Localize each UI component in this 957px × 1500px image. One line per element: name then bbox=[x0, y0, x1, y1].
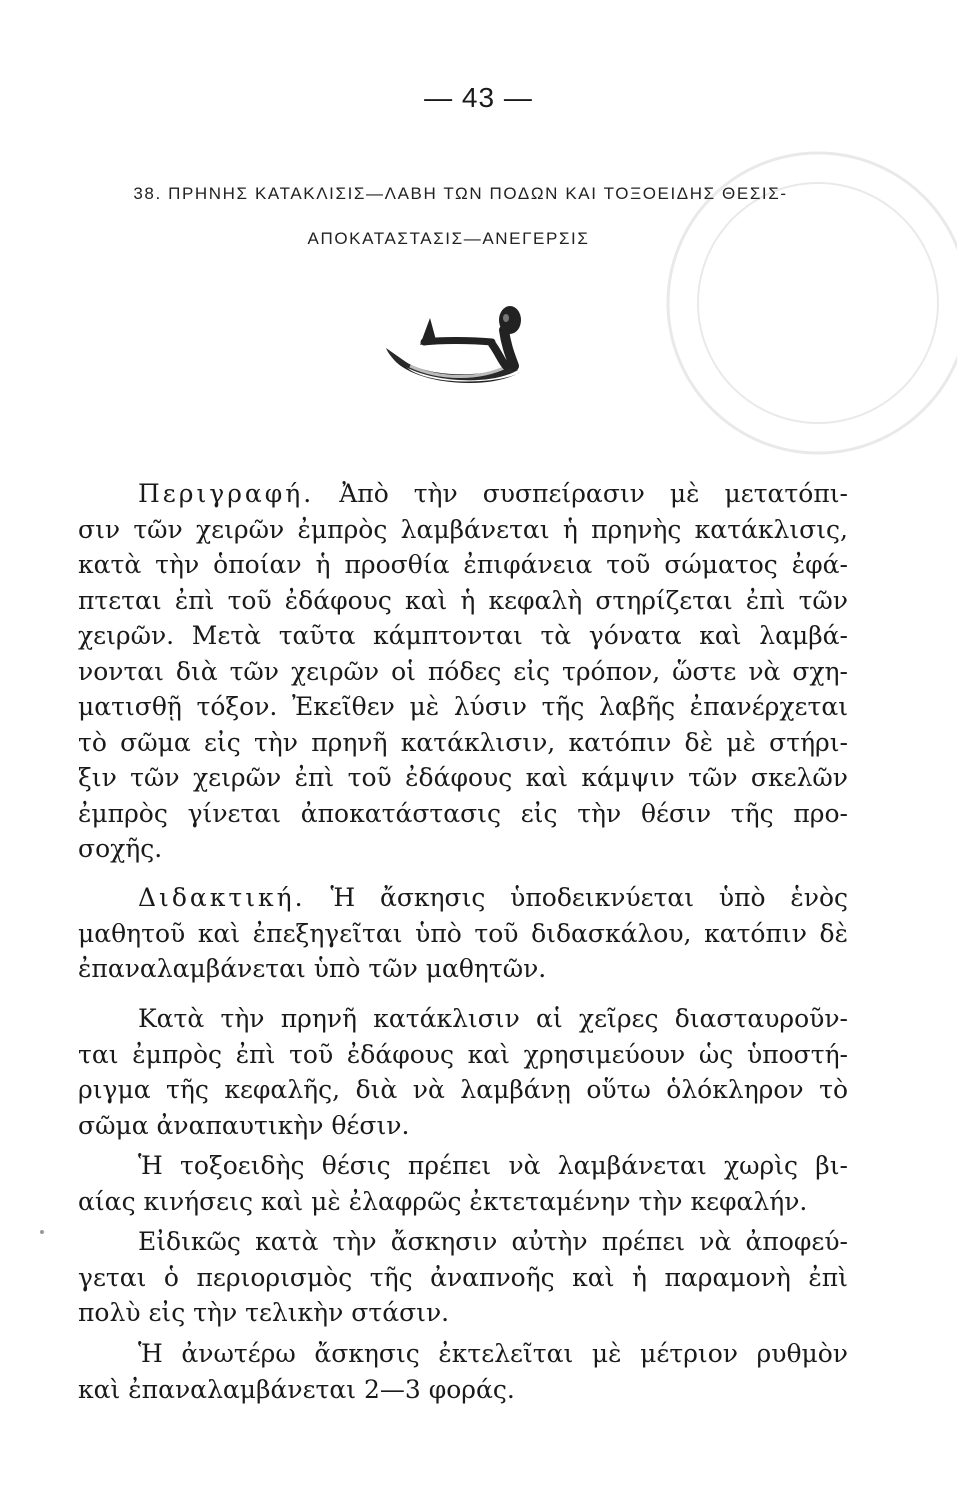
page-number: — 43 — bbox=[424, 82, 533, 113]
text-line: χειρῶν. Μετὰ ταῦτα κάμπτονται τὰ γόνατα καὶ λαμβά- bbox=[78, 621, 848, 650]
text-line: ματισθῇ τόξον. Ἐκεῖθεν μὲ λύσιν τῆς λαβῆς ἐπανέρχεται bbox=[78, 692, 848, 721]
paragraph-3 bbox=[78, 1001, 848, 1143]
text-line: ἐμπρὸς γίνεται ἀποκατάστασις εἰς τὴν θέσιν τῆς προ- bbox=[78, 798, 848, 828]
text-line: γεται ὁ περιορισμὸς τῆς ἀναπνοῆς καὶ ἡ παραμονὴ ἐπὶ bbox=[78, 1262, 848, 1292]
text-line: ἐπαναλαμβάνεται ὑπὸ τῶν μαθητῶν. bbox=[78, 954, 547, 983]
text-line: ται ἐμπρὸς ἐπὶ τοῦ ἐδάφους καὶ χρησιμεύουν ὡς ὑποστή- bbox=[78, 1039, 848, 1069]
text-line: σοχῆς. bbox=[78, 834, 163, 863]
text-line: Διδακτική. Ἡ ἄσκησις ὑποδεικνύεται ὑπὸ ἑνὸς bbox=[138, 883, 848, 912]
description-paragraph bbox=[78, 476, 848, 867]
bow-pose-illustration bbox=[380, 300, 530, 400]
text-line: σῶμα ἀναπαυτικὴν θέσιν. bbox=[78, 1110, 410, 1140]
text-line: πολὺ εἰς τὴν τελικὴν στάσιν. bbox=[78, 1298, 450, 1327]
margin-dot bbox=[40, 1230, 44, 1234]
exercise-heading-line-2: ΑΠΟΚΑΤΑΣΤΑΣΙΣ—ΑΝΕΓΕΡΣΙΣ bbox=[307, 229, 590, 248]
text-line: κατὰ τὴν ὁποίαν ἡ προσθία ἐπιφάνεια τοῦ σώματος ἐφά- bbox=[78, 550, 848, 579]
didactic-paragraph bbox=[78, 880, 848, 987]
library-stamp bbox=[648, 138, 957, 468]
text-line: Εἰδικῶς κατὰ τὴν ἄσκησιν αὐτὴν πρέπει νὰ ἀποφεύ- bbox=[138, 1227, 848, 1256]
text-line: καὶ ἐπαναλαμβάνεται 2—3 φοράς. bbox=[78, 1374, 515, 1404]
paragraph-5 bbox=[78, 1224, 848, 1331]
text-line: Περιγραφή. Ἀπὸ τὴν συσπείρασιν μὲ μετατόπι- bbox=[138, 479, 848, 508]
text-line: αίας κινήσεις καὶ μὲ ἐλαφρῶς ἐκτεταμένην τὴν κεφαλήν. bbox=[78, 1186, 808, 1216]
exercise-heading-line-1: 38. ΠΡΗΝΗΣ ΚΑΤΑΚΛΙΣΙΣ—ΛΑΒΗ ΤΩΝ ΠΟΔΩΝ ΚΑΙ ΤΟΞΟΕΙΔΗΣ ΘΕΣΙΣ- bbox=[133, 184, 788, 203]
description-label: Περιγραφή. bbox=[138, 479, 315, 508]
text-line: μαθητοῦ καὶ ἐπεξηγεῖται ὑπὸ τοῦ διδασκάλου, κατόπιν δὲ bbox=[78, 918, 848, 948]
text-line: πτεται ἐπὶ τοῦ ἐδάφους καὶ ἡ κεφαλὴ στηρίζεται ἐπὶ τῶν bbox=[78, 585, 848, 615]
text-line: ξιν τῶν χειρῶν ἐπὶ τοῦ ἐδάφους καὶ κάμψιν τῶν σκελῶν bbox=[78, 763, 848, 792]
text-line: Κατὰ τὴν πρηνῆ κατάκλισιν αἱ χεῖρες διασταυροῦν- bbox=[138, 1004, 848, 1033]
didactic-label: Διδακτική. bbox=[138, 883, 306, 912]
text-line: Ἡ ἀνωτέρω ἄσκησις ἐκτελεῖται μὲ μέτριον ρυθμὸν bbox=[138, 1339, 848, 1368]
text-line: νονται διὰ τῶν χειρῶν οἱ πόδες εἰς τρόπον, ὥστε νὰ σχη- bbox=[78, 656, 848, 686]
text-line: Ἡ τοξοειδὴς θέσις πρέπει νὰ λαμβάνεται χωρὶς βι- bbox=[138, 1151, 848, 1180]
text-line: σιν τῶν χειρῶν ἐμπρὸς λαμβάνεται ἡ πρηνὴς κατάκλισις, bbox=[78, 514, 848, 544]
text-line: ριγμα τῆς κεφαλῆς, διὰ νὰ λαμβάνῃ οὕτω ὁλόκληρον τὸ bbox=[78, 1075, 848, 1104]
paragraph-4 bbox=[78, 1148, 848, 1219]
text-line: τὸ σῶμα εἰς τὴν πρηνῆ κατάκλισιν, κατόπιν δὲ μὲ στήρι- bbox=[78, 727, 848, 757]
paragraph-6 bbox=[78, 1336, 848, 1407]
